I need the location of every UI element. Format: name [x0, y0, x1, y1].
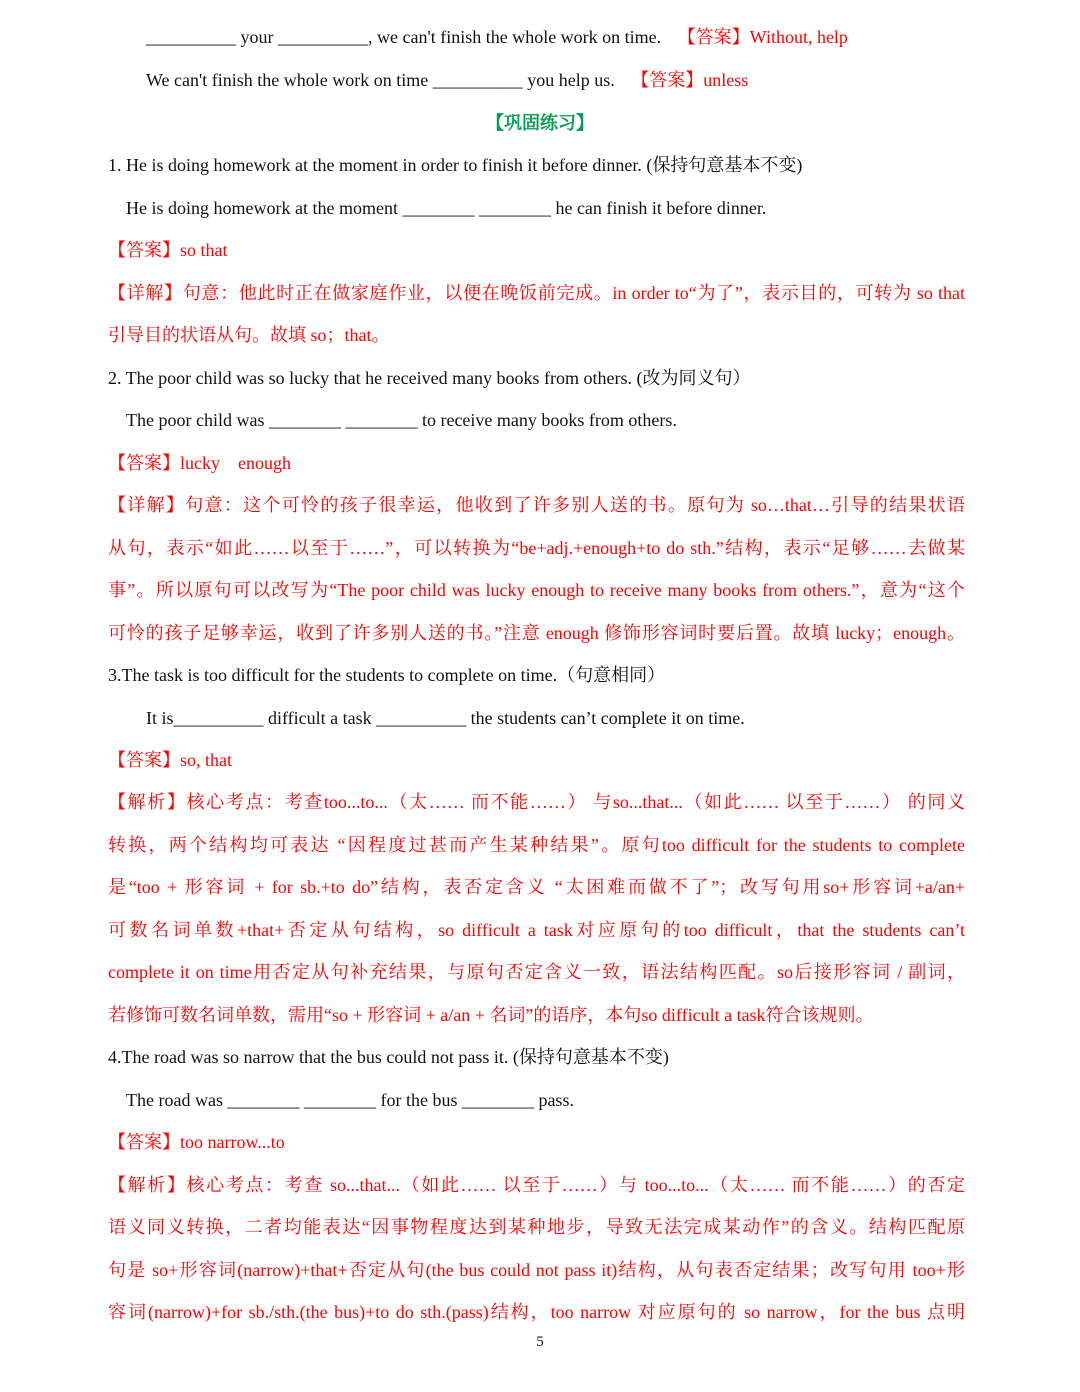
intro-question-1: __________ your __________, we can't finish the whole work on time.	[146, 27, 662, 47]
q2-detail-line-3: 事”。所以原句可以改写为“The poor child was lucky enough to receive many books from others.”，意为“这个	[108, 580, 965, 600]
section-title: 【巩固练习】	[486, 113, 594, 133]
q2-answer: 【答案】lucky enough	[108, 453, 291, 473]
q3-detail-line-3: 是“too + 形容词 + for sb.+to do”结构，表否定含义 “太困难而做不了”；改写句用so+形容词+a/an+	[108, 877, 965, 897]
q2-question: 2. The poor child was so lucky that he received many books from others. (改为同义句）	[108, 368, 751, 388]
q2-rewrite: The poor child was ________ ________ to receive many books from others.	[126, 410, 677, 430]
intro-answer-2: 【答案】unless	[631, 70, 749, 90]
q1-answer: 【答案】so that	[108, 240, 228, 260]
q3-detail-line-1: 【解析】核心考点：考查too...to...（太…… 而不能……） 与so...that...（如此…… 以至于……） 的同义	[108, 792, 965, 812]
intro-line-2	[146, 68, 748, 92]
page-number: 5	[536, 1334, 544, 1350]
q1-detail-line-2: 引导目的状语从句。故填 so；that。	[108, 325, 390, 345]
intro-question-2: We can't finish the whole work on time __________ you help us.	[146, 70, 615, 90]
intro-answer-1: 【答案】Without, help	[677, 27, 848, 47]
q4-rewrite: The road was ________ ________ for the bus ________ pass.	[126, 1090, 574, 1110]
q2-detail-line-2: 从句，表示“如此……以至于……”，可以转换为“be+adj.+enough+to do sth.”结构，表示“足够……去做某	[108, 538, 965, 558]
q4-detail-line-4: 容词(narrow)+for sb./sth.(the bus)+to do sth.(pass)结构，too narrow 对应原句的 so narrow，for the bus 点明	[108, 1302, 965, 1322]
q3-detail-line-2: 转换，两个结构均可表达 “因程度过甚而产生某种结果”。原句too difficult for the students to complete	[108, 835, 965, 855]
q4-question: 4.The road was so narrow that the bus could not pass it. (保持句意基本不变)	[108, 1047, 669, 1067]
q4-answer: 【答案】too narrow...to	[108, 1132, 285, 1152]
q3-detail-line-5: complete it on time用否定从句补充结果，与原句否定含义一致，语法结构匹配。so后接形容词 / 副词，	[108, 962, 965, 982]
q4-detail-line-3: 句是 so+形容词(narrow)+that+否定从句(the bus could not pass it)结构，从句表否定结果；改写句用 too+形	[108, 1260, 965, 1280]
q3-question: 3.The task is too difficult for the students to complete on time.（句意相同）	[108, 665, 666, 685]
q3-answer: 【答案】so, that	[108, 750, 232, 770]
q4-detail-line-2: 语义同义转换，二者均能表达“因事物程度达到某种地步，导致无法完成某动作”的含义。结构匹配原	[108, 1217, 965, 1237]
q3-detail-line-4: 可数名词单数+that+否定从句结构，so difficult a task对应原句的too difficult，that the students can’t	[108, 920, 965, 940]
q1-detail-line-1: 【详解】句意：他此时正在做家庭作业，以便在晚饭前完成。in order to“为了”，表示目的，可转为 so that	[108, 283, 965, 303]
q2-detail-line-1: 【详解】句意：这个可怜的孩子很幸运，他收到了许多别人送的书。原句为 so…that…引导的结果状语	[108, 495, 965, 515]
q2-detail-line-4: 可怜的孩子足够幸运，收到了许多别人送的书。”注意 enough 修饰形容词时要后置。故填 lucky；enough。	[108, 623, 965, 643]
q3-rewrite: It is__________ difficult a task __________ the students can’t complete it on time.	[146, 708, 745, 728]
q3-detail-line-6: 若修饰可数名词单数，需用“so + 形容词 + a/an + 名词”的语序，本句so difficult a task符合该规则。	[108, 1005, 874, 1025]
q1-rewrite: He is doing homework at the moment ________ ________ he can finish it before dinner.	[126, 198, 767, 218]
intro-line-1	[146, 25, 848, 49]
q4-detail-line-1: 【解析】核心考点：考查 so...that...（如此…… 以至于……）与 too...to...（太…… 而不能……）的否定	[108, 1175, 965, 1195]
q1-question: 1. He is doing homework at the moment in order to finish it before dinner. (保持句意基本不变)	[108, 155, 803, 175]
